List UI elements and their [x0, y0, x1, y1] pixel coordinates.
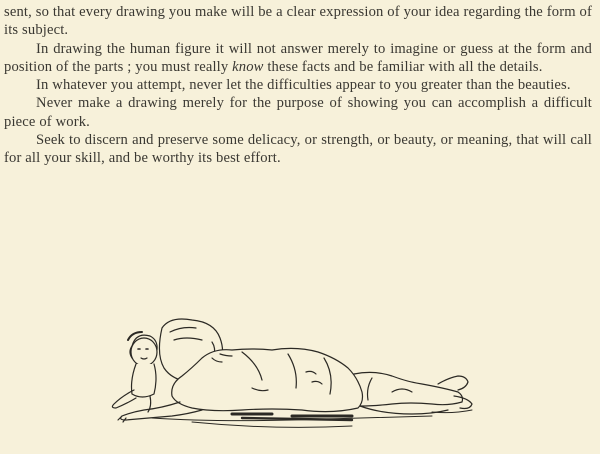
body-text — [4, 3, 592, 168]
paragraph-never-make: Never make a drawing merely for the purpose of showing you can accomplish a difficult piece of work. — [4, 95, 592, 130]
paragraph-continuation: sent, so that every drawing you make will be a clear expression of your idea regarding the form of its subject. — [4, 4, 592, 39]
paragraph-seek-to-discern: Seek to discern and preserve some delicacy, or strength, or beauty, or meaning, that will call for all your skill, and be worthy its best effort. — [4, 132, 592, 167]
paragraph-difficulties: In whatever you attempt, never let the difficulties appear to you greater than the beauties. — [36, 77, 571, 94]
paragraph-text-start: In drawing the human figure it will not answer merely to imagine or guess at the form and position of the parts ; you must really — [4, 40, 592, 75]
large-child-legs — [354, 372, 472, 414]
paragraph-human-figure — [4, 40, 592, 77]
paragraph-text-end: these facts and be familiar with all the details. — [263, 58, 543, 75]
small-child-head — [128, 332, 157, 366]
floor-shading — [152, 410, 472, 427]
emphasized-word: know — [232, 58, 264, 75]
children-lying-sketch — [92, 318, 512, 448]
